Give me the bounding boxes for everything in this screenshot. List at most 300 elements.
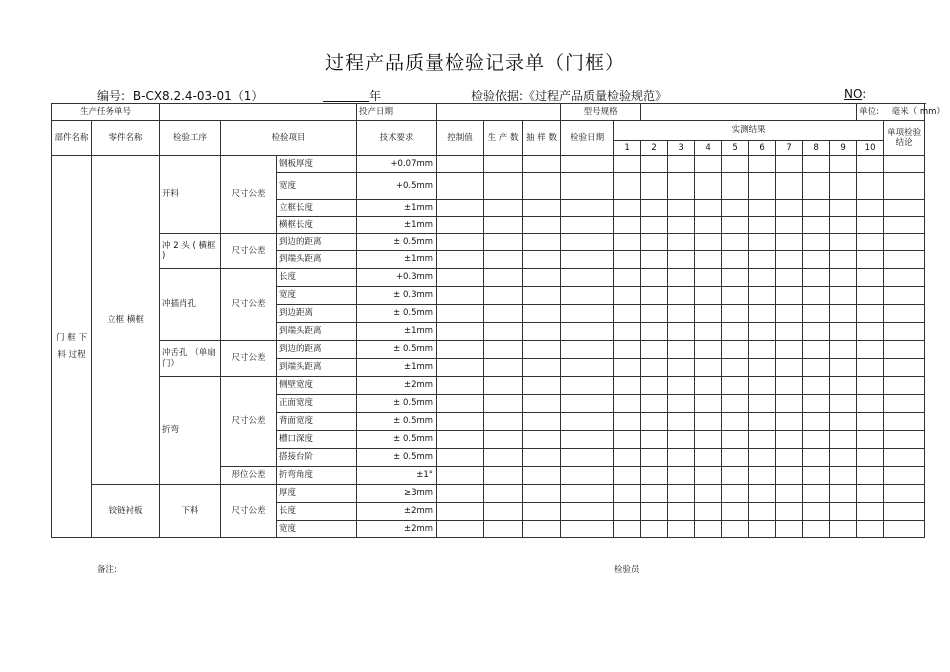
entry-cell[interactable]	[561, 503, 614, 521]
entry-cell[interactable]	[776, 485, 803, 503]
entry-cell[interactable]	[437, 200, 484, 217]
entry-cell[interactable]	[523, 413, 561, 431]
entry-cell[interactable]	[830, 521, 857, 538]
entry-cell[interactable]	[641, 431, 668, 449]
entry-cell[interactable]	[722, 341, 749, 359]
entry-cell[interactable]	[668, 395, 695, 413]
entry-cell[interactable]	[561, 234, 614, 251]
entry-cell[interactable]	[776, 305, 803, 323]
entry-cell[interactable]	[437, 467, 484, 485]
entry-cell[interactable]	[523, 503, 561, 521]
entry-cell[interactable]	[437, 431, 484, 449]
entry-cell[interactable]	[437, 503, 484, 521]
entry-cell[interactable]	[722, 521, 749, 538]
entry-cell[interactable]	[523, 251, 561, 269]
entry-cell[interactable]	[641, 449, 668, 467]
entry-cell[interactable]	[523, 269, 561, 287]
entry-cell[interactable]	[722, 503, 749, 521]
entry-cell[interactable]	[437, 323, 484, 341]
entry-cell[interactable]	[484, 449, 523, 467]
entry-cell[interactable]	[830, 217, 857, 234]
entry-cell[interactable]	[614, 467, 641, 485]
entry-cell[interactable]	[484, 217, 523, 234]
entry-cell[interactable]	[668, 156, 695, 173]
entry-cell[interactable]	[749, 251, 776, 269]
entry-cell[interactable]	[561, 173, 614, 200]
entry-cell[interactable]	[641, 156, 668, 173]
entry-cell[interactable]	[484, 287, 523, 305]
entry-cell[interactable]	[561, 305, 614, 323]
entry-cell[interactable]	[830, 156, 857, 173]
entry-cell[interactable]	[695, 377, 722, 395]
year-field[interactable]	[323, 87, 381, 104]
entry-cell[interactable]	[857, 217, 884, 234]
entry-cell[interactable]	[776, 287, 803, 305]
entry-cell[interactable]	[884, 413, 925, 431]
entry-cell[interactable]	[830, 200, 857, 217]
entry-cell[interactable]	[523, 377, 561, 395]
entry-cell[interactable]	[614, 359, 641, 377]
entry-cell[interactable]	[803, 341, 830, 359]
entry-cell[interactable]	[614, 485, 641, 503]
entry-cell[interactable]	[749, 234, 776, 251]
entry-cell[interactable]	[523, 217, 561, 234]
entry-cell[interactable]	[523, 449, 561, 467]
entry-cell[interactable]	[857, 413, 884, 431]
entry-cell[interactable]	[803, 305, 830, 323]
entry-cell[interactable]	[484, 359, 523, 377]
entry-cell[interactable]	[695, 156, 722, 173]
entry-cell[interactable]	[614, 431, 641, 449]
entry-cell[interactable]	[484, 200, 523, 217]
entry-cell[interactable]	[722, 323, 749, 341]
entry-cell[interactable]	[830, 287, 857, 305]
entry-cell[interactable]	[523, 359, 561, 377]
entry-cell[interactable]	[857, 251, 884, 269]
entry-cell[interactable]	[749, 449, 776, 467]
entry-cell[interactable]	[437, 449, 484, 467]
entry-cell[interactable]	[484, 467, 523, 485]
entry-cell[interactable]	[641, 377, 668, 395]
entry-cell[interactable]	[695, 287, 722, 305]
entry-cell[interactable]	[803, 323, 830, 341]
entry-cell[interactable]	[857, 395, 884, 413]
entry-cell[interactable]	[830, 431, 857, 449]
entry-cell[interactable]	[749, 269, 776, 287]
entry-cell[interactable]	[857, 377, 884, 395]
entry-cell[interactable]	[749, 305, 776, 323]
entry-cell[interactable]	[722, 251, 749, 269]
entry-cell[interactable]	[749, 173, 776, 200]
entry-cell[interactable]	[884, 251, 925, 269]
entry-cell[interactable]	[722, 467, 749, 485]
entry-cell[interactable]	[641, 305, 668, 323]
entry-cell[interactable]	[749, 156, 776, 173]
entry-cell[interactable]	[614, 377, 641, 395]
entry-cell[interactable]	[614, 395, 641, 413]
entry-cell[interactable]	[803, 217, 830, 234]
entry-cell[interactable]	[437, 377, 484, 395]
entry-cell[interactable]	[668, 200, 695, 217]
entry-cell[interactable]	[437, 156, 484, 173]
entry-cell[interactable]	[523, 431, 561, 449]
entry-cell[interactable]	[803, 413, 830, 431]
entry-cell[interactable]	[668, 503, 695, 521]
entry-cell[interactable]	[884, 485, 925, 503]
entry-cell[interactable]	[857, 234, 884, 251]
entry-cell[interactable]	[749, 200, 776, 217]
entry-cell[interactable]	[857, 269, 884, 287]
entry-cell[interactable]	[484, 503, 523, 521]
entry-cell[interactable]	[884, 467, 925, 485]
entry-cell[interactable]	[695, 485, 722, 503]
entry-cell[interactable]	[641, 485, 668, 503]
entry-cell[interactable]	[668, 323, 695, 341]
entry-cell[interactable]	[614, 503, 641, 521]
entry-cell[interactable]	[484, 377, 523, 395]
entry-cell[interactable]	[437, 251, 484, 269]
entry-cell[interactable]	[561, 323, 614, 341]
entry-cell[interactable]	[749, 377, 776, 395]
entry-cell[interactable]	[803, 173, 830, 200]
entry-cell[interactable]	[722, 217, 749, 234]
entry-cell[interactable]	[749, 521, 776, 538]
entry-cell[interactable]	[668, 359, 695, 377]
entry-cell[interactable]	[857, 287, 884, 305]
entry-cell[interactable]	[614, 341, 641, 359]
entry-cell[interactable]	[695, 269, 722, 287]
entry-cell[interactable]	[523, 173, 561, 200]
entry-cell[interactable]	[561, 359, 614, 377]
entry-cell[interactable]	[437, 234, 484, 251]
entry-cell[interactable]	[523, 395, 561, 413]
entry-cell[interactable]	[523, 234, 561, 251]
entry-cell[interactable]	[803, 234, 830, 251]
year-blank[interactable]	[323, 89, 369, 102]
entry-cell[interactable]	[614, 251, 641, 269]
entry-cell[interactable]	[830, 503, 857, 521]
entry-cell[interactable]	[695, 173, 722, 200]
entry-cell[interactable]	[484, 521, 523, 538]
entry-cell[interactable]	[614, 173, 641, 200]
entry-cell[interactable]	[561, 217, 614, 234]
entry-cell[interactable]	[668, 521, 695, 538]
entry-cell[interactable]	[523, 305, 561, 323]
entry-cell[interactable]	[614, 413, 641, 431]
entry-cell[interactable]	[830, 467, 857, 485]
entry-cell[interactable]	[749, 359, 776, 377]
entry-cell[interactable]	[776, 395, 803, 413]
entry-cell[interactable]	[749, 395, 776, 413]
entry-cell[interactable]	[803, 503, 830, 521]
entry-cell[interactable]	[749, 287, 776, 305]
entry-cell[interactable]	[857, 323, 884, 341]
entry-cell[interactable]	[776, 467, 803, 485]
entry-cell[interactable]	[749, 467, 776, 485]
entry-cell[interactable]	[641, 503, 668, 521]
entry-cell[interactable]	[561, 485, 614, 503]
entry-cell[interactable]	[695, 413, 722, 431]
entry-cell[interactable]	[641, 217, 668, 234]
entry-cell[interactable]	[722, 200, 749, 217]
entry-cell[interactable]	[776, 173, 803, 200]
entry-cell[interactable]	[803, 200, 830, 217]
entry-cell[interactable]	[641, 234, 668, 251]
entry-cell[interactable]	[803, 521, 830, 538]
entry-cell[interactable]	[830, 173, 857, 200]
entry-cell[interactable]	[484, 269, 523, 287]
entry-cell[interactable]	[668, 173, 695, 200]
entry-cell[interactable]	[830, 485, 857, 503]
entry-cell[interactable]	[776, 377, 803, 395]
entry-cell[interactable]	[523, 287, 561, 305]
entry-cell[interactable]	[695, 431, 722, 449]
entry-cell[interactable]	[437, 305, 484, 323]
entry-cell[interactable]	[803, 156, 830, 173]
entry-cell[interactable]	[484, 305, 523, 323]
entry-cell[interactable]	[776, 323, 803, 341]
entry-cell[interactable]	[884, 503, 925, 521]
entry-cell[interactable]	[830, 449, 857, 467]
entry-cell[interactable]	[722, 234, 749, 251]
entry-cell[interactable]	[523, 467, 561, 485]
entry-cell[interactable]	[803, 287, 830, 305]
entry-cell[interactable]	[749, 485, 776, 503]
entry-cell[interactable]	[668, 431, 695, 449]
entry-cell[interactable]	[803, 395, 830, 413]
entry-cell[interactable]	[884, 431, 925, 449]
entry-cell[interactable]	[561, 269, 614, 287]
entry-cell[interactable]	[484, 413, 523, 431]
entry-cell[interactable]	[776, 200, 803, 217]
entry-cell[interactable]	[561, 341, 614, 359]
entry-cell[interactable]	[561, 200, 614, 217]
entry-cell[interactable]	[776, 234, 803, 251]
entry-cell[interactable]	[437, 413, 484, 431]
entry-cell[interactable]	[484, 173, 523, 200]
entry-cell[interactable]	[722, 173, 749, 200]
entry-cell[interactable]	[668, 234, 695, 251]
entry-cell[interactable]	[857, 485, 884, 503]
entry-cell[interactable]	[857, 156, 884, 173]
entry-cell[interactable]	[437, 395, 484, 413]
entry-cell[interactable]	[484, 323, 523, 341]
entry-cell[interactable]	[641, 359, 668, 377]
entry-cell[interactable]	[695, 359, 722, 377]
entry-cell[interactable]	[722, 449, 749, 467]
entry-cell[interactable]	[641, 269, 668, 287]
entry-cell[interactable]	[803, 359, 830, 377]
start-date-value[interactable]	[437, 104, 561, 121]
entry-cell[interactable]	[641, 173, 668, 200]
entry-cell[interactable]	[695, 305, 722, 323]
entry-cell[interactable]	[668, 287, 695, 305]
entry-cell[interactable]	[884, 234, 925, 251]
entry-cell[interactable]	[523, 156, 561, 173]
entry-cell[interactable]	[884, 269, 925, 287]
entry-cell[interactable]	[857, 173, 884, 200]
entry-cell[interactable]	[561, 413, 614, 431]
entry-cell[interactable]	[561, 521, 614, 538]
entry-cell[interactable]	[484, 234, 523, 251]
entry-cell[interactable]	[695, 234, 722, 251]
entry-cell[interactable]	[803, 251, 830, 269]
entry-cell[interactable]	[668, 467, 695, 485]
entry-cell[interactable]	[776, 503, 803, 521]
entry-cell[interactable]	[641, 287, 668, 305]
entry-cell[interactable]	[523, 485, 561, 503]
entry-cell[interactable]	[884, 395, 925, 413]
entry-cell[interactable]	[641, 467, 668, 485]
entry-cell[interactable]	[641, 395, 668, 413]
entry-cell[interactable]	[749, 413, 776, 431]
entry-cell[interactable]	[857, 449, 884, 467]
entry-cell[interactable]	[884, 217, 925, 234]
entry-cell[interactable]	[803, 449, 830, 467]
entry-cell[interactable]	[561, 449, 614, 467]
entry-cell[interactable]	[857, 359, 884, 377]
entry-cell[interactable]	[561, 287, 614, 305]
entry-cell[interactable]	[561, 431, 614, 449]
entry-cell[interactable]	[776, 431, 803, 449]
entry-cell[interactable]	[668, 305, 695, 323]
entry-cell[interactable]	[523, 200, 561, 217]
entry-cell[interactable]	[437, 217, 484, 234]
entry-cell[interactable]	[776, 341, 803, 359]
entry-cell[interactable]	[884, 449, 925, 467]
entry-cell[interactable]	[830, 341, 857, 359]
entry-cell[interactable]	[749, 217, 776, 234]
model-value[interactable]	[641, 104, 857, 121]
entry-cell[interactable]	[776, 413, 803, 431]
entry-cell[interactable]	[695, 323, 722, 341]
entry-cell[interactable]	[561, 377, 614, 395]
entry-cell[interactable]	[803, 377, 830, 395]
entry-cell[interactable]	[857, 467, 884, 485]
entry-cell[interactable]	[641, 413, 668, 431]
entry-cell[interactable]	[722, 359, 749, 377]
entry-cell[interactable]	[614, 521, 641, 538]
entry-cell[interactable]	[695, 521, 722, 538]
entry-cell[interactable]	[776, 251, 803, 269]
entry-cell[interactable]	[830, 395, 857, 413]
entry-cell[interactable]	[668, 449, 695, 467]
entry-cell[interactable]	[668, 217, 695, 234]
entry-cell[interactable]	[695, 217, 722, 234]
entry-cell[interactable]	[749, 323, 776, 341]
entry-cell[interactable]	[641, 521, 668, 538]
entry-cell[interactable]	[614, 305, 641, 323]
entry-cell[interactable]	[614, 234, 641, 251]
entry-cell[interactable]	[722, 431, 749, 449]
entry-cell[interactable]	[884, 156, 925, 173]
entry-cell[interactable]	[830, 234, 857, 251]
entry-cell[interactable]	[830, 269, 857, 287]
entry-cell[interactable]	[830, 305, 857, 323]
entry-cell[interactable]	[722, 156, 749, 173]
entry-cell[interactable]	[668, 413, 695, 431]
entry-cell[interactable]	[695, 503, 722, 521]
entry-cell[interactable]	[437, 485, 484, 503]
entry-cell[interactable]	[830, 413, 857, 431]
entry-cell[interactable]	[749, 431, 776, 449]
entry-cell[interactable]	[668, 485, 695, 503]
entry-cell[interactable]	[776, 217, 803, 234]
entry-cell[interactable]	[830, 323, 857, 341]
entry-cell[interactable]	[857, 431, 884, 449]
entry-cell[interactable]	[437, 287, 484, 305]
entry-cell[interactable]	[776, 359, 803, 377]
entry-cell[interactable]	[695, 449, 722, 467]
entry-cell[interactable]	[561, 467, 614, 485]
entry-cell[interactable]	[523, 521, 561, 538]
entry-cell[interactable]	[884, 341, 925, 359]
entry-cell[interactable]	[884, 377, 925, 395]
entry-cell[interactable]	[857, 503, 884, 521]
entry-cell[interactable]	[695, 251, 722, 269]
entry-cell[interactable]	[830, 377, 857, 395]
entry-cell[interactable]	[884, 200, 925, 217]
entry-cell[interactable]	[695, 395, 722, 413]
entry-cell[interactable]	[484, 156, 523, 173]
entry-cell[interactable]	[561, 251, 614, 269]
entry-cell[interactable]	[484, 431, 523, 449]
entry-cell[interactable]	[857, 341, 884, 359]
entry-cell[interactable]	[561, 156, 614, 173]
entry-cell[interactable]	[561, 395, 614, 413]
entry-cell[interactable]	[614, 217, 641, 234]
entry-cell[interactable]	[803, 431, 830, 449]
entry-cell[interactable]	[722, 269, 749, 287]
entry-cell[interactable]	[668, 341, 695, 359]
entry-cell[interactable]	[484, 251, 523, 269]
entry-cell[interactable]	[722, 395, 749, 413]
entry-cell[interactable]	[884, 305, 925, 323]
entry-cell[interactable]	[668, 269, 695, 287]
entry-cell[interactable]	[884, 287, 925, 305]
entry-cell[interactable]	[776, 269, 803, 287]
entry-cell[interactable]	[776, 156, 803, 173]
task-no-value[interactable]	[160, 104, 357, 121]
entry-cell[interactable]	[641, 251, 668, 269]
entry-cell[interactable]	[668, 251, 695, 269]
entry-cell[interactable]	[484, 395, 523, 413]
entry-cell[interactable]	[884, 359, 925, 377]
entry-cell[interactable]	[776, 521, 803, 538]
entry-cell[interactable]	[695, 341, 722, 359]
entry-cell[interactable]	[437, 359, 484, 377]
entry-cell[interactable]	[484, 485, 523, 503]
entry-cell[interactable]	[722, 287, 749, 305]
entry-cell[interactable]	[668, 377, 695, 395]
entry-cell[interactable]	[614, 200, 641, 217]
entry-cell[interactable]	[722, 377, 749, 395]
entry-cell[interactable]	[830, 251, 857, 269]
entry-cell[interactable]	[857, 521, 884, 538]
entry-cell[interactable]	[722, 305, 749, 323]
entry-cell[interactable]	[803, 467, 830, 485]
entry-cell[interactable]	[641, 341, 668, 359]
entry-cell[interactable]	[614, 323, 641, 341]
entry-cell[interactable]	[749, 503, 776, 521]
entry-cell[interactable]	[437, 173, 484, 200]
entry-cell[interactable]	[437, 341, 484, 359]
entry-cell[interactable]	[484, 341, 523, 359]
entry-cell[interactable]	[857, 305, 884, 323]
entry-cell[interactable]	[884, 173, 925, 200]
entry-cell[interactable]	[437, 521, 484, 538]
entry-cell[interactable]	[641, 200, 668, 217]
